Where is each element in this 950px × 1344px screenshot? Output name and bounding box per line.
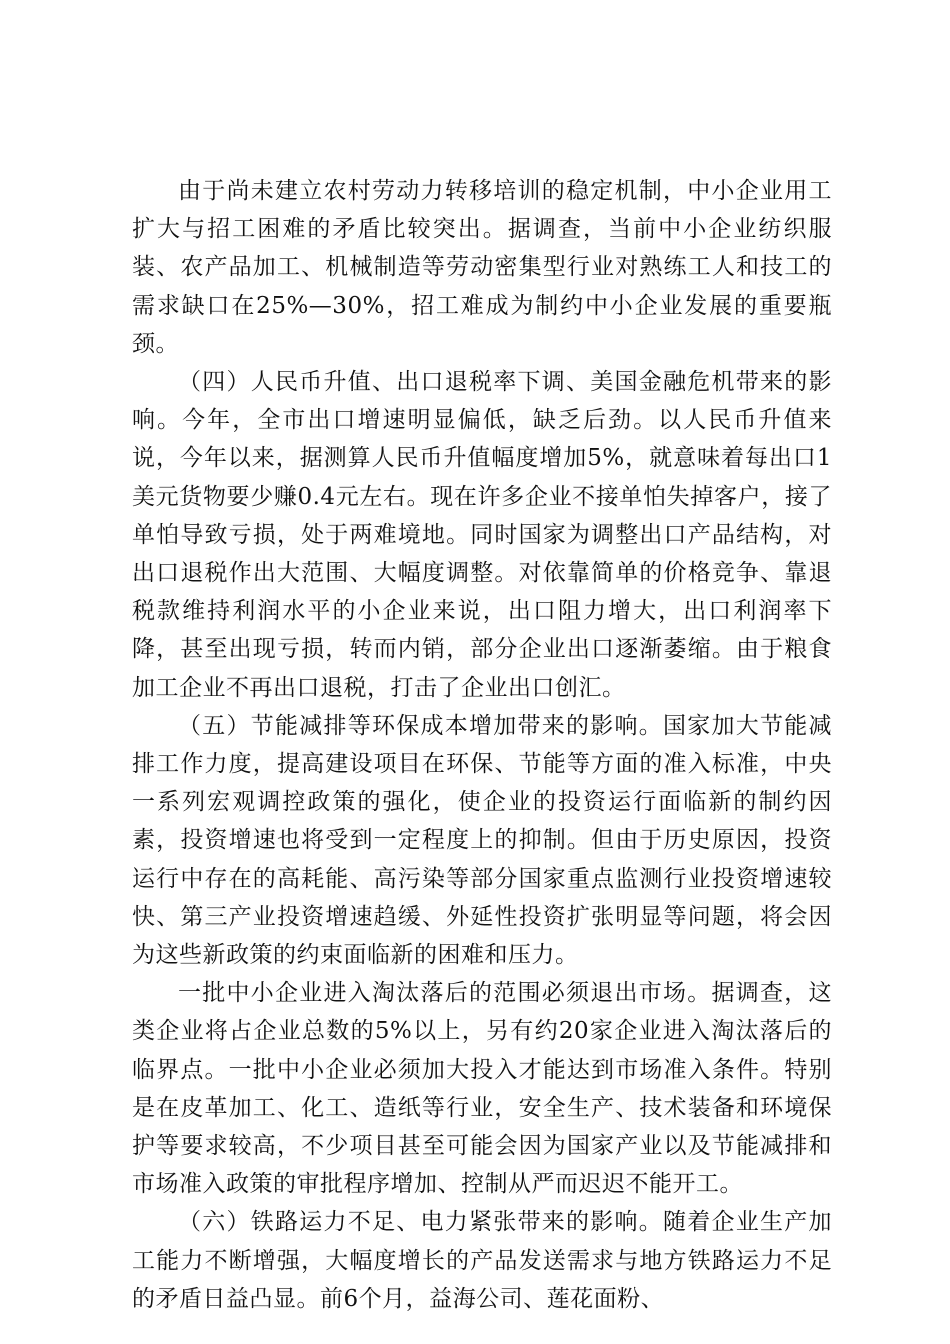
document-body — [132, 172, 832, 1318]
paragraph-section-four-rmb-appreciation: （四）人民币升值、出口退税率下调、美国金融危机带来的影响。今年，全市出口增速明显偏低，缺乏后劲。以人民币升值来说，今年以来，据测算人民币升值幅度增加5%，就意味着每出口1美元货物要少赚0.4元左右。现在许多企业不接单怕失掉客户，接了单怕导致亏损，处于两难境地。同时国家为调整出口产品结构，对出口退税作出大范围、大幅度调整。对依靠简单的价格竞争、靠退税款维持利润水平的小企业来说，出口阻力增大，出口利润率下降，甚至出现亏损，转而内销，部分企业出口逐渐萎缩。由于粮食加工企业不再出口退税，打击了企业出口创汇。 — [132, 369, 832, 701]
paragraph-section-five-energy-saving: （五）节能减排等环保成本增加带来的影响。国家加大节能减排工作力度，提高建设项目在环保、节能等方面的准入标准，中央一系列宏观调控政策的强化，使企业的投资运行面临新的制约因素，投资增速也将受到一定程度上的抑制。但由于历史原因，投资运行中存在的高耗能、高污染等部分国家重点监测行业投资增速较快、第三产业投资增速趋缓、外延性投资扩张明显等问题，将会因为这些新政策的约束面临新的困难和压力。 — [132, 712, 832, 969]
paragraph-section-six-railway-power: （六）铁路运力不足、电力紧张带来的影响。随着企业生产加工能力不断增强，大幅度增长的产品发送需求与地方铁路运力不足的矛盾日益凸显。前6个月，益海公司、莲花面粉、 — [132, 1209, 832, 1312]
paragraph-labor-shortage: 由于尚未建立农村劳动力转移培训的稳定机制，中小企业用工扩大与招工困难的矛盾比较突出。据调查，当前中小企业纺织服装、农产品加工、机械制造等劳动密集型行业对熟练工人和技工的需求缺口在25%—30%，招工难成为制约中小企业发展的重要瓶颈。 — [132, 178, 832, 357]
paragraph-enterprise-elimination: 一批中小企业进入淘汰落后的范围必须退出市场。据调查，这类企业将占企业总数的5%以上，另有约20家企业进入淘汰落后的临界点。一批中小企业必须加大投入才能达到市场准入条件。特别是在皮革加工、化工、造纸等行业，安全生产、技术装备和环境保护等要求较高，不少项目甚至可能会因为国家产业以及节能减排和市场准入政策的审批程序增加、控制从严而迟迟不能开工。 — [132, 980, 832, 1198]
